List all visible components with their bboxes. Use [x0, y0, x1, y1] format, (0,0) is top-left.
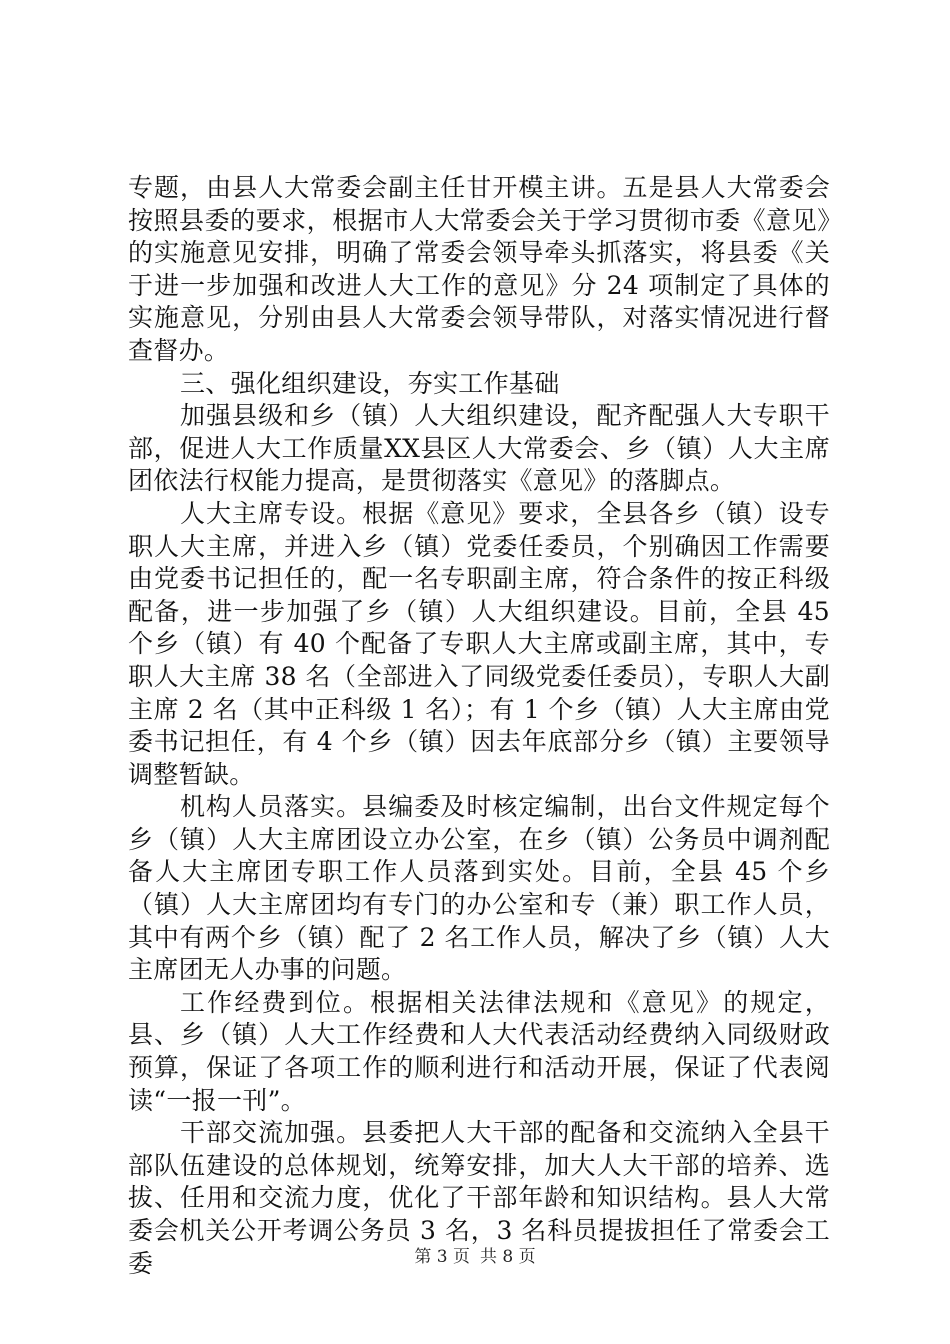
page-number-current: 第 3 页 [414, 1247, 470, 1267]
paragraph: 加强县级和乡（镇）人大组织建设，配齐配强人大专职干部，促进人大工作质量XX县区人大常委会、乡（镇）人大主席团依法行权能力提高，是贯彻落实《意见》的落脚点。 [128, 401, 830, 496]
paragraph: 人大主席专设。根据《意见》要求，全县各乡（镇）设专职人大主席，并进入乡（镇）党委任委员，个别确因工作需要由党委书记担任的，配一名专职副主席，符合条件的按正科级配备，进一步加强了乡（镇）人大组织建设。目前，全县 45 个乡（镇）有 40 个配备了专职人大主席或副主席，其中，专职人大主席 38 名（全部进入了同级党委任委员），专职人大副主席 2 名（其中正科级 1 名）；有 1 个乡（镇）人大主席由党委书记担任，有 4 个乡（镇）因去年底部分乡（镇）主要领导调整暂缺。 [128, 498, 830, 789]
paragraph: 机构人员落实。县编委及时核定编制，出台文件规定每个乡（镇）人大主席团设立办公室，在乡（镇）公务员中调剂配备人大主席团专职工作人员落到实处。目前，全县 45 个乡（镇）人大主席团均有专门的办公室和专（兼）职工作人员，其中有两个乡（镇）配了 2 名工作人员，解决了乡（镇）人大主席团无人办事的问题。 [128, 792, 830, 985]
paragraph: 干部交流加强。县委把人大干部的配备和交流纳入全县干部队伍建设的总体规划，统筹安排，加大人大干部的培养、选拔、任用和交流力度，优化了干部年龄和知识结构。县人大常委会机关公开考调公务员 3 名，3 名科员提拔担任了常委会工委 [128, 1118, 830, 1278]
document-body [128, 172, 830, 1280]
paragraph: 工作经费到位。根据相关法律法规和《意见》的规定，县、乡（镇）人大工作经费和人大代表活动经费纳入同级财政预算，保证了各项工作的顺利进行和活动开展，保证了代表阅读“一报一刊”。 [128, 987, 830, 1115]
section-heading: 三、强化组织建设，夯实工作基础 [180, 368, 560, 398]
paragraph: 专题，由县人大常委会副主任甘开模主讲。五是县人大常委会按照县委的要求，根据市人大常委会关于学习贯彻市委《意见》的实施意见安排，明确了常委会领导牵头抓落实，将县委《关于进一步加强和改进人大工作的意见》分 24 项制定了具体的实施意见，分别由县人大常委会领导带队，对落实情况进行督查督办。 [128, 173, 830, 365]
page-footer [0, 1242, 950, 1267]
page-number-total: 共 8 页 [480, 1247, 536, 1267]
